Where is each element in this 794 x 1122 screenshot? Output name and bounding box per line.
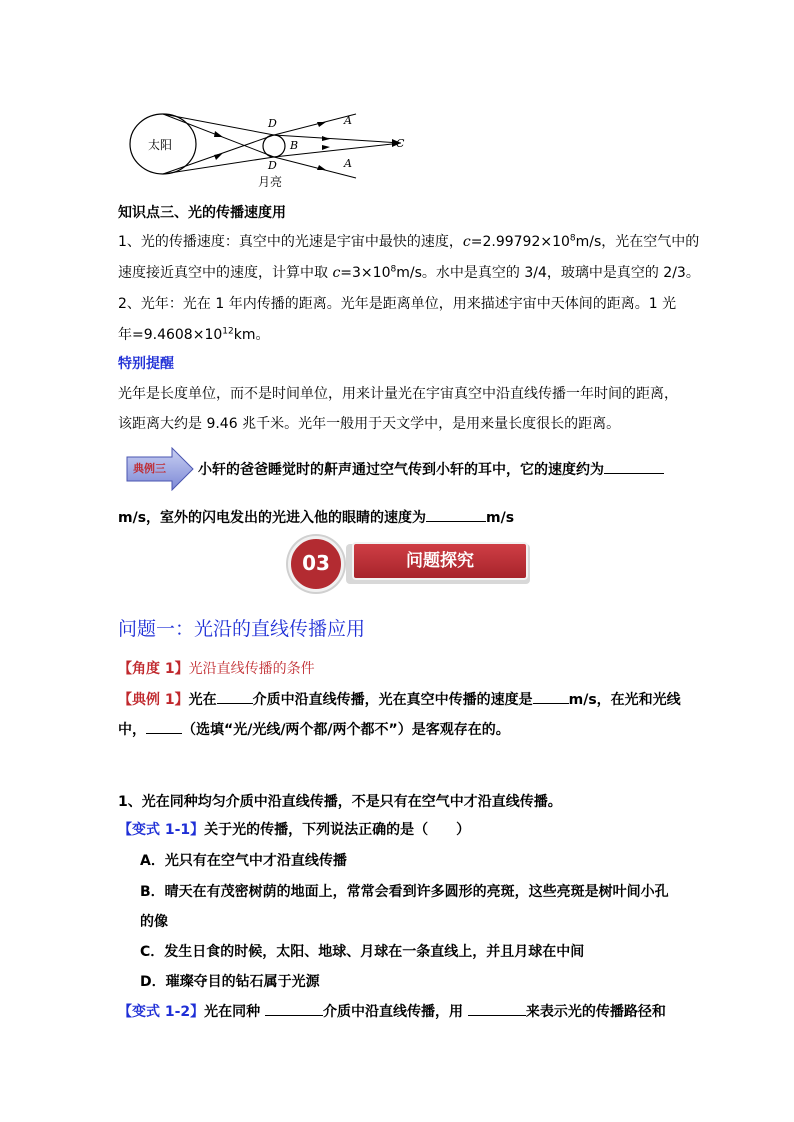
example1-line1: 【典例 1】光在 介质中沿直线传播，光在真空中传播的速度是 m/s，在光和光线 [118,689,681,710]
variant-1-2-blank-1[interactable] [265,1001,323,1016]
variant-1-2-blank-2[interactable] [468,1001,526,1016]
point-d-bottom: D [268,159,277,172]
light-rays [163,114,401,178]
example-badge-label: 典例三 [133,462,166,475]
option-d: D．璀璨夺目的钻石属于光源 [140,974,320,990]
example3-blank-2[interactable] [426,507,486,522]
sun-label: 太阳 [148,138,173,152]
point-d-top: D [268,117,277,130]
variant-1-2: 【变式 1-2】光在同种 介质中沿直线传播，用 来表示光的传播路径和 [118,1001,666,1022]
point-a-bottom: A [344,157,352,170]
example1-blank-1[interactable] [217,689,253,704]
variant-1-1: 【变式 1-1】关于光的传播，下列说法正确的是（ ） [118,822,471,838]
tip-title: 特别提醒 [118,356,174,372]
point-c: C [396,137,405,150]
solar-eclipse-diagram [118,100,418,192]
section3-p2-line1: 2、光年：光在 1 年内传播的距离。光年是距离单位，用来描述宇宙中天体间的距离。1 光 [118,296,677,312]
option-b-line1: B．晴天在有茂密树荫的地面上，常常会看到许多圆形的亮斑，这些亮斑是树叶间小孔 [140,884,669,900]
tip-line2: 该距离大约是 9.46 兆千米。光年一般用于天文学中，是用来量长度很长的距离。 [118,416,621,432]
option-a: A．光只有在空气中才沿直线传播 [140,853,347,869]
section3-p1-line2: 速度接近真空中的速度，计算中取 $c=3\times 10^8m/s$。水中是真空的 3/4，玻璃中是真空的 2/3。 [118,264,700,281]
example3-line1: 小轩的爸爸睡觉时的鼾声通过空气传到小轩的耳中，它的速度约为 [198,459,664,480]
example1-blank-3[interactable] [146,719,182,734]
example1-blank-2[interactable] [533,689,569,704]
example3-blank-1[interactable] [604,459,664,474]
angle1-row: 【角度 1】光沿直线传播的条件 [118,661,315,677]
option-c: C．发生日食的时候，太阳、地球、月球在一条直线上，并且月球在中间 [140,944,585,960]
example1-line2: 中， （选填“光/光线/两个都/两个都不”）是客观存在的。 [118,719,510,740]
option-b-line2: 的像 [140,914,168,930]
tip-line1: 光年是长度单位，而不是时间单位，用来计量光在宇宙真空中沿直线传播一年时间的距离， [118,386,678,402]
moon-label: 月亮 [258,175,283,189]
problem1-title: 问题一：光沿的直线传播应用 [118,618,366,640]
banner-title: 问题探究 [406,551,474,571]
section3-p2-line2: 年$=9.4608\times 10^{12}km$。 [118,326,270,343]
section3-heading: 知识点三、光的传播速度用 [118,205,286,221]
section3-p1-line1: 1、光的传播速度：真空中的光速是宇宙中最快的速度，$c=2.99792\times 10^8m/s$，光在空气中的 [118,233,700,250]
section-banner [280,536,536,594]
banner-number: 03 [302,551,330,575]
problem1-note: 1、光在同种均匀介质中沿直线传播，不是只有在空气中才沿直线传播。 [118,794,562,810]
example3-line2: m/s，室外的闪电发出的光进入他的眼睛的速度为 m/s [118,507,514,528]
point-b: B [290,139,299,152]
point-a-top: A [344,114,352,127]
